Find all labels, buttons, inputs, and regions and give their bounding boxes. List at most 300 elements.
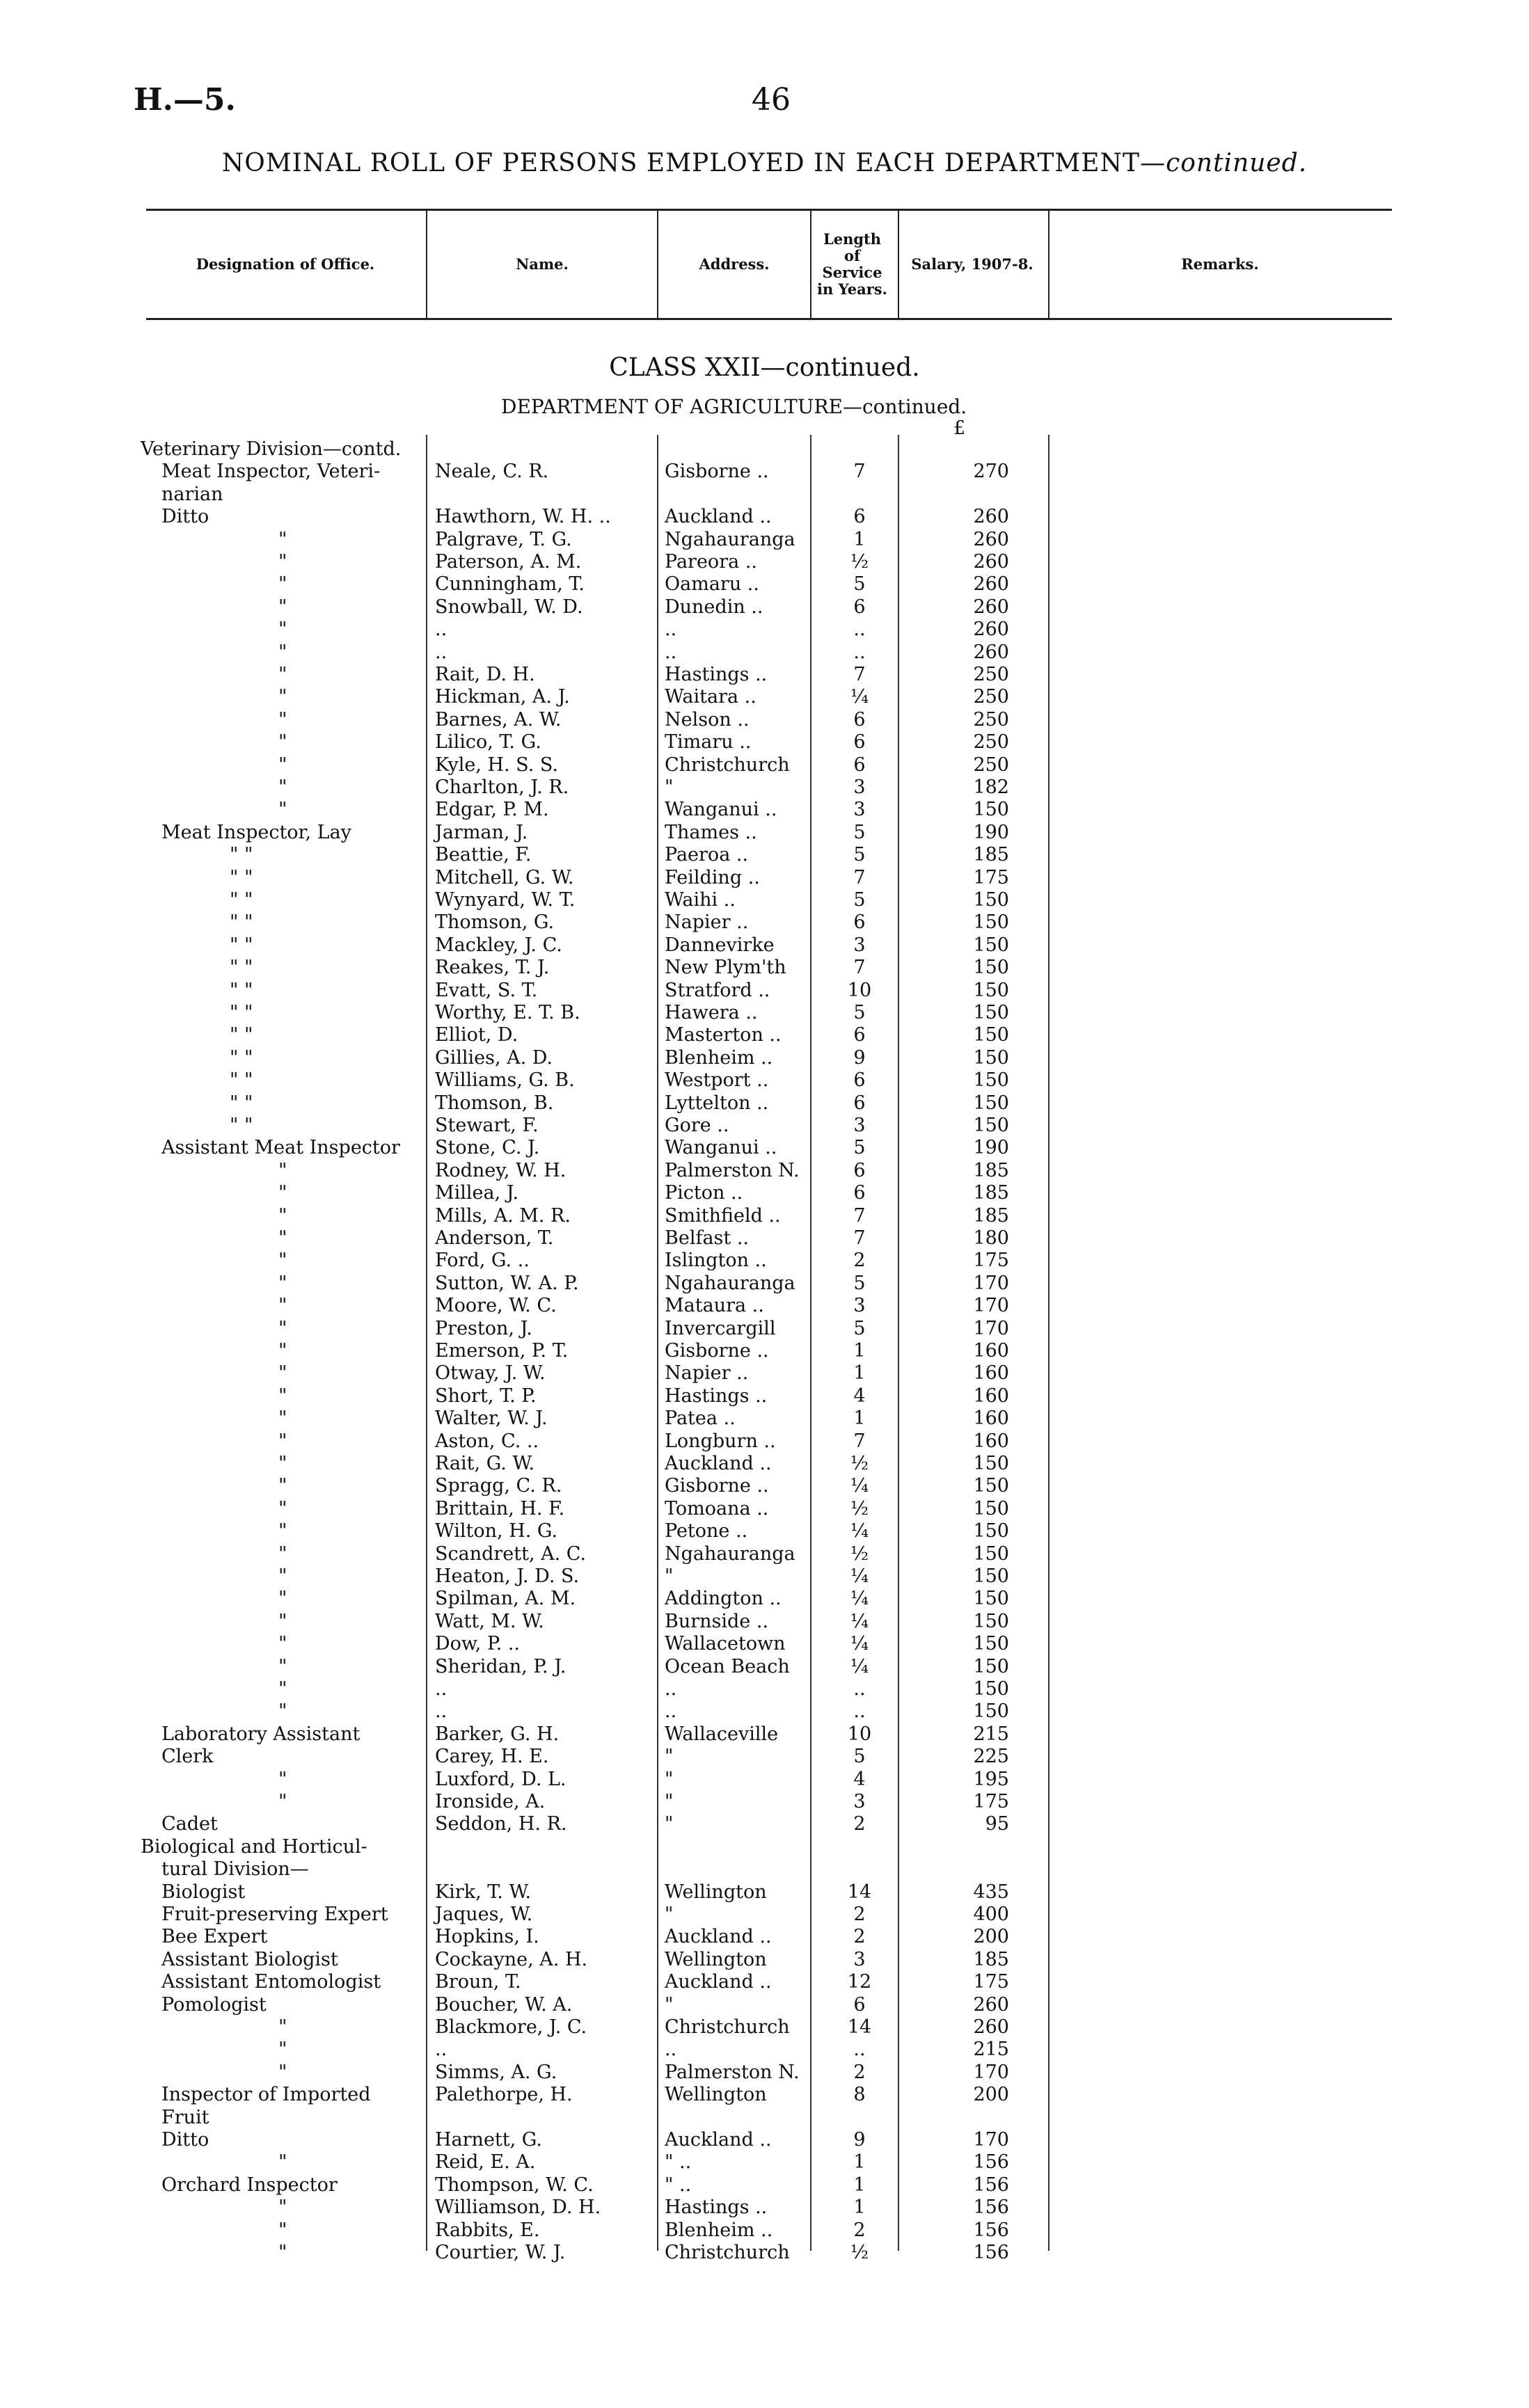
cell-length: 4 xyxy=(853,1385,866,1407)
cell-designation: " xyxy=(278,1453,287,1474)
table-row xyxy=(0,957,1529,979)
table-row xyxy=(0,1633,1529,1655)
cell-name: Rait, D. H. xyxy=(435,664,535,685)
table-row xyxy=(0,1836,1529,1858)
cell-address: Paeroa .. xyxy=(665,844,749,866)
cell-salary: 150 xyxy=(973,1453,1009,1474)
cell-salary: 215 xyxy=(973,2039,1009,2061)
cell-designation: " " xyxy=(230,1092,253,1114)
cell-designation: Fruit xyxy=(161,2106,209,2128)
table-row xyxy=(0,1182,1529,1204)
table-row xyxy=(0,1611,1529,1633)
cell-name: Sutton, W. A. P. xyxy=(435,1272,579,1294)
cell-designation: " xyxy=(278,1204,287,1227)
table-row xyxy=(0,1408,1529,1430)
cell-address: Palmerston N. xyxy=(665,2061,800,2083)
table-row xyxy=(0,1994,1529,2016)
table-row xyxy=(0,1340,1529,1362)
table-row xyxy=(0,573,1529,596)
cell-designation: " xyxy=(278,2219,287,2241)
cell-name: Stone, C. J. xyxy=(435,1137,540,1159)
cell-name: Williams, G. B. xyxy=(435,1069,575,1092)
cell-designation: Assistant Entomologist xyxy=(161,1971,381,1993)
cell-address: .. xyxy=(665,619,677,641)
cell-salary: 156 xyxy=(973,2174,1009,2196)
cell-designation: " " xyxy=(230,934,253,956)
cell-salary: 150 xyxy=(973,799,1009,821)
cell-length: 3 xyxy=(853,799,866,821)
cell-length: 5 xyxy=(853,1272,866,1294)
cell-salary: 200 xyxy=(973,1926,1009,1948)
table-row xyxy=(0,1227,1529,1250)
table-row xyxy=(0,1475,1529,1497)
cell-name: Seddon, H. R. xyxy=(435,1813,567,1835)
cell-address: Addington .. xyxy=(665,1588,782,1610)
cell-name: .. xyxy=(435,1700,447,1723)
cell-address: Patea .. xyxy=(665,1408,736,1430)
cell-address: Blenheim .. xyxy=(665,2219,773,2241)
cell-salary: 182 xyxy=(973,776,1009,798)
col-header-salary: Salary, 1907-8. xyxy=(911,255,1033,273)
cell-designation: Meat Inspector, Veteri- xyxy=(161,461,381,483)
cell-salary: 250 xyxy=(973,754,1009,776)
cell-address: Pareora .. xyxy=(665,551,757,573)
cell-name: Stewart, F. xyxy=(435,1115,539,1136)
cell-designation: Laboratory Assistant xyxy=(161,1723,361,1745)
department-title: DEPARTMENT OF AGRICULTURE—continued. xyxy=(501,395,967,418)
cell-length: ¼ xyxy=(850,1588,869,1610)
cell-address: " xyxy=(665,1813,674,1835)
cell-salary: 150 xyxy=(973,934,1009,956)
cell-name: Paterson, A. M. xyxy=(435,551,582,573)
table-row xyxy=(0,1430,1529,1453)
cell-length: 7 xyxy=(853,664,866,685)
cell-length: ½ xyxy=(850,1453,869,1474)
cell-salary: 156 xyxy=(973,2196,1009,2219)
cell-name: Palgrave, T. G. xyxy=(435,528,572,550)
cell-designation: " " xyxy=(230,1046,253,1069)
cell-length: 2 xyxy=(853,1904,866,1925)
cell-name: Ironside, A. xyxy=(435,1791,546,1812)
cell-address: Christchurch xyxy=(665,2016,790,2038)
table-row xyxy=(0,2196,1529,2219)
cell-designation: " xyxy=(278,799,287,821)
cell-salary: 260 xyxy=(973,619,1009,641)
table-row xyxy=(0,1205,1529,1227)
cell-length: ¼ xyxy=(850,1633,869,1655)
cell-designation: " xyxy=(278,1655,287,1677)
cell-address: " xyxy=(665,1993,674,2016)
cell-name: Walter, W. J. xyxy=(435,1408,548,1430)
cell-salary: 150 xyxy=(973,1497,1009,1520)
cell-address: Auckland .. xyxy=(665,1453,772,1474)
cell-designation: tural Division— xyxy=(161,1858,309,1881)
cell-salary: 180 xyxy=(973,1227,1009,1249)
table-row xyxy=(0,2039,1529,2061)
cell-salary: 160 xyxy=(973,1408,1009,1430)
table-row xyxy=(0,1949,1529,1971)
cell-address: Islington .. xyxy=(665,1250,767,1272)
page-number: 46 xyxy=(752,82,791,118)
cell-address: Ngahauranga xyxy=(665,528,795,550)
page-reference: H.—5. xyxy=(134,82,236,118)
cell-name: .. xyxy=(435,641,447,663)
cell-name: Rait, G. W. xyxy=(435,1453,535,1474)
table-row xyxy=(0,1926,1529,1948)
table-row xyxy=(0,1002,1529,1024)
cell-salary: 170 xyxy=(973,1317,1009,1339)
cell-designation: " xyxy=(278,573,287,596)
table-row xyxy=(0,596,1529,619)
cell-address: Napier .. xyxy=(665,911,749,934)
cell-salary: 150 xyxy=(973,1610,1009,1632)
cell-address: Christchurch xyxy=(665,2242,790,2263)
table-row xyxy=(0,686,1529,708)
cell-designation: " xyxy=(278,1497,287,1520)
cell-designation: " xyxy=(278,1362,287,1385)
cell-length: 1 xyxy=(853,2151,866,2174)
cell-salary: 200 xyxy=(973,2084,1009,2106)
table-row xyxy=(0,2129,1529,2151)
col-header-name: Name. xyxy=(516,255,569,273)
cell-length: ¼ xyxy=(850,686,869,708)
cell-length: 3 xyxy=(853,1115,866,1136)
cell-address: Dannevirke xyxy=(665,934,775,956)
cell-salary: 175 xyxy=(973,1971,1009,1993)
cell-length: 1 xyxy=(853,528,866,550)
cell-designation: " xyxy=(278,1475,287,1497)
table-row xyxy=(0,799,1529,821)
cell-length: 1 xyxy=(853,2174,866,2196)
cell-designation: " xyxy=(278,1159,287,1181)
cell-address: New Plym'th xyxy=(665,957,786,979)
cell-designation: " " xyxy=(230,911,253,934)
cell-length: 5 xyxy=(853,889,866,911)
cell-name: Broun, T. xyxy=(435,1971,521,1993)
cell-address: " .. xyxy=(665,2174,692,2196)
cell-length: 6 xyxy=(853,1993,866,2016)
cell-name: Beattie, F. xyxy=(435,844,532,866)
cell-designation: " " xyxy=(230,1024,253,1046)
cell-length: 14 xyxy=(847,1881,872,1903)
cell-name: Moore, W. C. xyxy=(435,1295,557,1317)
cell-length: 7 xyxy=(853,1227,866,1249)
cell-designation: " " xyxy=(230,844,253,866)
cell-address: Belfast .. xyxy=(665,1227,749,1249)
column-divider xyxy=(810,211,811,318)
cell-length: 4 xyxy=(853,1768,866,1790)
cell-designation: Ditto xyxy=(161,506,209,528)
cell-address: Auckland .. xyxy=(665,506,772,528)
cell-salary: 160 xyxy=(973,1385,1009,1407)
table-row xyxy=(0,2151,1529,2174)
cell-salary: 175 xyxy=(973,866,1009,888)
cell-name: Simms, A. G. xyxy=(435,2061,557,2083)
cell-name: .. xyxy=(435,2039,447,2061)
cell-address: Christchurch xyxy=(665,754,790,776)
cell-length: 3 xyxy=(853,1295,866,1317)
table-row xyxy=(0,1588,1529,1610)
cell-designation: " xyxy=(278,619,287,641)
cell-salary: 260 xyxy=(973,551,1009,573)
cell-salary: 156 xyxy=(973,2151,1009,2174)
cell-address: Hastings .. xyxy=(665,664,768,685)
cell-name: Carey, H. E. xyxy=(435,1746,549,1768)
table-row xyxy=(0,1813,1529,1835)
cell-designation: " xyxy=(278,1272,287,1294)
cell-salary: 175 xyxy=(973,1250,1009,1272)
cell-designation: " xyxy=(278,1633,287,1655)
cell-length: 6 xyxy=(853,708,866,731)
cell-name: Spragg, C. R. xyxy=(435,1475,562,1497)
cell-address: Hawera .. xyxy=(665,1002,758,1023)
cell-address: Hastings .. xyxy=(665,2196,768,2219)
cell-designation: " xyxy=(278,1250,287,1272)
cell-salary: 250 xyxy=(973,686,1009,708)
table-row xyxy=(0,1295,1529,1317)
cell-designation: " " xyxy=(230,866,253,888)
cell-name: Gillies, A. D. xyxy=(435,1046,553,1069)
cell-length: 2 xyxy=(853,1813,866,1835)
cell-address: " xyxy=(665,1768,674,1790)
table-row xyxy=(0,438,1529,461)
cell-designation: Meat Inspector, Lay xyxy=(161,821,351,843)
table-row xyxy=(0,754,1529,776)
table-row xyxy=(0,1092,1529,1115)
cell-salary: 150 xyxy=(973,1024,1009,1046)
cell-address: Wallaceville xyxy=(665,1723,779,1745)
cell-designation: " xyxy=(278,2016,287,2038)
table-row xyxy=(0,1047,1529,1069)
cell-salary: 150 xyxy=(973,1002,1009,1023)
cell-name: Thompson, W. C. xyxy=(435,2174,594,2196)
table-row xyxy=(0,1520,1529,1542)
table-row xyxy=(0,1678,1529,1700)
cell-salary: 250 xyxy=(973,708,1009,731)
cell-length: ½ xyxy=(850,551,869,573)
col-header-designation: Designation of Office. xyxy=(196,255,375,273)
cell-name: Scandrett, A. C. xyxy=(435,1542,587,1565)
heading-suffix: —continued. xyxy=(1140,149,1308,177)
cell-salary: 95 xyxy=(985,1813,1009,1835)
currency-symbol: £ xyxy=(953,417,966,439)
cell-address: " xyxy=(665,1904,674,1925)
cell-address: Westport .. xyxy=(665,1069,769,1092)
cell-length: 2 xyxy=(853,1926,866,1948)
cell-designation: Biologist xyxy=(161,1881,246,1903)
cell-designation: " xyxy=(278,2039,287,2061)
cell-length: ¼ xyxy=(850,1655,869,1677)
table-row xyxy=(0,1904,1529,1926)
cell-name: Snowball, W. D. xyxy=(435,596,583,618)
cell-designation: " xyxy=(278,1768,287,1790)
table-row xyxy=(0,1115,1529,1137)
cell-designation: " xyxy=(278,708,287,731)
table-row xyxy=(0,1700,1529,1723)
cell-salary: 250 xyxy=(973,731,1009,754)
cell-address: Thames .. xyxy=(665,821,757,843)
cell-salary: 185 xyxy=(973,1159,1009,1181)
table-row xyxy=(0,1453,1529,1475)
cell-length: ½ xyxy=(850,1497,869,1520)
table-row xyxy=(0,776,1529,799)
cell-name: Anderson, T. xyxy=(435,1227,554,1249)
cell-salary: 260 xyxy=(973,506,1009,528)
cell-name: Reid, E. A. xyxy=(435,2151,536,2174)
cell-designation: " xyxy=(278,551,287,573)
cell-name: Neale, C. R. xyxy=(435,461,549,483)
table-row xyxy=(0,1385,1529,1408)
cell-designation: " " xyxy=(230,1002,253,1023)
cell-designation: " " xyxy=(230,957,253,979)
cell-length: 6 xyxy=(853,1182,866,1204)
cell-salary: 160 xyxy=(973,1430,1009,1452)
cell-address: Napier .. xyxy=(665,1362,749,1385)
cell-name: Williamson, D. H. xyxy=(435,2196,601,2219)
table-row xyxy=(0,1318,1529,1340)
cell-salary: 150 xyxy=(973,1115,1009,1136)
table-row xyxy=(0,1769,1529,1791)
cell-name: Millea, J. xyxy=(435,1182,519,1204)
cell-salary: 400 xyxy=(973,1904,1009,1925)
cell-designation: " xyxy=(278,1542,287,1565)
table-row xyxy=(0,641,1529,664)
cell-designation: " xyxy=(278,1408,287,1430)
table-row xyxy=(0,1858,1529,1881)
table-row xyxy=(0,980,1529,1002)
cell-address: .. xyxy=(665,641,677,663)
table-row xyxy=(0,619,1529,641)
cell-name: Cockayne, A. H. xyxy=(435,1948,588,1970)
cell-address: Timaru .. xyxy=(665,731,752,754)
cell-address: Gisborne .. xyxy=(665,1475,769,1497)
table-row xyxy=(0,2016,1529,2039)
cell-length: 1 xyxy=(853,1408,866,1430)
cell-name: Aston, C. .. xyxy=(435,1430,539,1452)
cell-address: Picton .. xyxy=(665,1182,743,1204)
cell-designation: " xyxy=(278,1588,287,1610)
cell-length: ¼ xyxy=(850,1475,869,1497)
cell-salary: 260 xyxy=(973,1993,1009,2016)
cell-salary: 156 xyxy=(973,2242,1009,2263)
cell-length: 5 xyxy=(853,821,866,843)
cell-name: Thomson, B. xyxy=(435,1092,554,1114)
cell-designation: " xyxy=(278,2242,287,2263)
cell-salary: 170 xyxy=(973,1272,1009,1294)
col-header-remarks: Remarks. xyxy=(1181,255,1259,273)
cell-name: Hickman, A. J. xyxy=(435,686,570,708)
cell-length: 3 xyxy=(853,1791,866,1812)
cell-salary: 170 xyxy=(973,2129,1009,2151)
cell-designation: Veterinary Division—contd. xyxy=(141,438,402,460)
table-row xyxy=(0,1656,1529,1678)
cell-address: Wellington xyxy=(665,1881,767,1903)
cell-length: 1 xyxy=(853,2196,866,2219)
cell-length: 1 xyxy=(853,1340,866,1362)
cell-address: Longburn .. xyxy=(665,1430,776,1452)
table-row xyxy=(0,1723,1529,1746)
cell-designation: " xyxy=(278,1317,287,1339)
cell-salary: 156 xyxy=(973,2219,1009,2241)
cell-name: Hawthorn, W. H. .. xyxy=(435,506,611,528)
table-row xyxy=(0,1498,1529,1520)
cell-length: 6 xyxy=(853,1069,866,1092)
cell-salary: 260 xyxy=(973,573,1009,596)
cell-designation: " xyxy=(278,2061,287,2083)
cell-address: Stratford .. xyxy=(665,979,770,1001)
cell-length: 1 xyxy=(853,1362,866,1385)
cell-salary: 170 xyxy=(973,1295,1009,1317)
cell-designation: Inspector of Imported xyxy=(161,2084,371,2106)
cell-length: 7 xyxy=(853,957,866,979)
cell-name: Ford, G. .. xyxy=(435,1250,530,1272)
cell-length: .. xyxy=(853,619,866,641)
cell-salary: 260 xyxy=(973,528,1009,550)
cell-designation: " xyxy=(278,1565,287,1587)
cell-address: Wellington xyxy=(665,1948,767,1970)
cell-length: .. xyxy=(853,1700,866,1723)
cell-name: Wilton, H. G. xyxy=(435,1520,558,1542)
cell-name: Charlton, J. R. xyxy=(435,776,569,798)
table-row xyxy=(0,934,1529,957)
cell-address: .. xyxy=(665,2039,677,2061)
cell-length: 6 xyxy=(853,911,866,934)
cell-salary: 260 xyxy=(973,596,1009,618)
cell-length: 2 xyxy=(853,2219,866,2241)
cell-length: .. xyxy=(853,1678,866,1700)
cell-name: Barker, G. H. xyxy=(435,1723,560,1745)
cell-address: Masterton .. xyxy=(665,1024,782,1046)
cell-address: Auckland .. xyxy=(665,1971,772,1993)
cell-length: 7 xyxy=(853,1204,866,1227)
cell-designation: Pomologist xyxy=(161,1993,267,2016)
cell-length: ¼ xyxy=(850,1520,869,1542)
cell-name: Otway, J. W. xyxy=(435,1362,546,1385)
cell-salary: 170 xyxy=(973,2061,1009,2083)
cell-designation: " " xyxy=(230,1069,253,1092)
cell-name: Cunningham, T. xyxy=(435,573,585,596)
cell-name: Harnett, G. xyxy=(435,2129,542,2151)
cell-designation: Ditto xyxy=(161,2129,209,2151)
cell-salary: 150 xyxy=(973,1475,1009,1497)
cell-name: Preston, J. xyxy=(435,1317,532,1339)
table-row xyxy=(0,1250,1529,1272)
cell-address: " .. xyxy=(665,2151,692,2174)
cell-length: 3 xyxy=(853,934,866,956)
cell-salary: 195 xyxy=(973,1768,1009,1790)
cell-address: Dunedin .. xyxy=(665,596,763,618)
cell-name: Spilman, A. M. xyxy=(435,1588,576,1610)
table-row xyxy=(0,1362,1529,1385)
cell-address: Gore .. xyxy=(665,1115,729,1136)
cell-name: Kyle, H. S. S. xyxy=(435,754,559,776)
cell-designation: " xyxy=(278,1385,287,1407)
heading-title: NOMINAL ROLL OF PERSONS EMPLOYED IN EACH DEPARTMENT xyxy=(221,149,1141,177)
page-heading xyxy=(0,149,1529,177)
cell-address: Mataura .. xyxy=(665,1295,764,1317)
col-header-address: Address. xyxy=(699,255,770,273)
cell-name: Courtier, W. J. xyxy=(435,2242,566,2263)
cell-name: Thomson, G. xyxy=(435,911,555,934)
cell-designation: " xyxy=(278,1678,287,1700)
cell-address: Wanganui .. xyxy=(665,1137,777,1159)
cell-length: .. xyxy=(853,2039,866,2061)
cell-salary: 150 xyxy=(973,911,1009,934)
cell-salary: 150 xyxy=(973,979,1009,1001)
cell-address: " xyxy=(665,1565,674,1587)
cell-length: 8 xyxy=(853,2084,866,2106)
cell-designation: Clerk xyxy=(161,1746,214,1768)
